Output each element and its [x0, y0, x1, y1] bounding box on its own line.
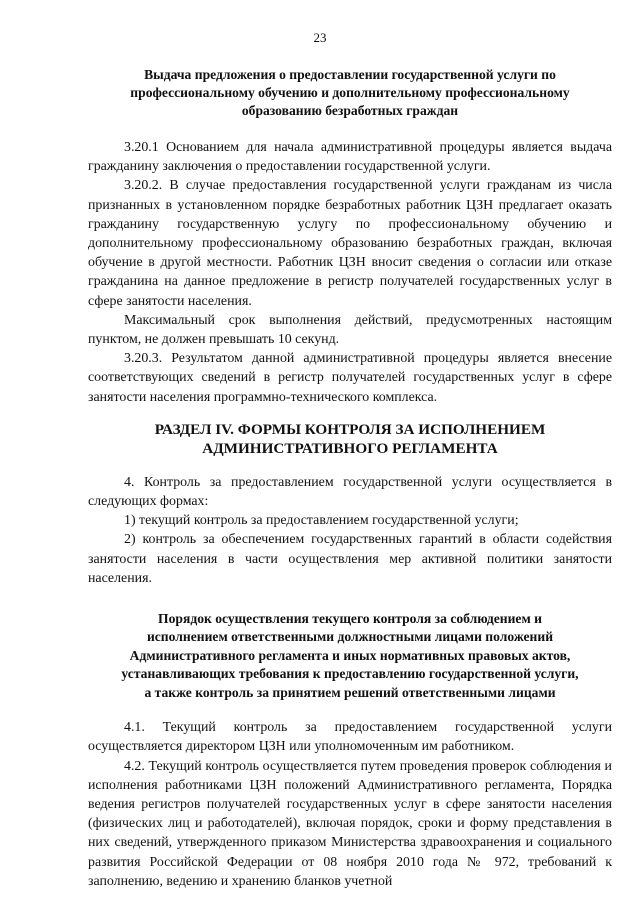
- paragraph: 4.1. Текущий контроль за предоставлением государственной услуги осуществляется директором ЦЗН или уполномоченным им работником.: [88, 720, 612, 755]
- subsection-body: [88, 718, 612, 891]
- paragraph: Максимальный срок выполнения действий, предусмотренных настоящим пунктом, не должен превышать 10 секунд.: [88, 312, 612, 348]
- subsection-heading: Порядок осуществления текущего контроля за соблюдением и исполнением ответственными должностными лицами положений Административного регламента и иных нормативных правовых актов, устанавливающих требования к предоставлению государственной услуги, а также контроль за принятием решений ответственными лицами: [121, 611, 579, 700]
- section-4-body: [88, 473, 612, 588]
- list-item: 2) контроль за обеспечением государственных гарантий в области содействия занятости населения в части осуществления мер активной политики занятости населения.: [88, 532, 612, 586]
- section-3-20-heading: Выдача предложения о предоставлении государственной услуги по профессиональному обучению и дополнительному профессиональному образованию безработных граждан: [130, 67, 570, 118]
- list-item: 1) текущий контроль за предоставлением государственной услуги;: [124, 513, 519, 529]
- paragraph: 4.2. Текущий контроль осуществляется путем проведения проверок соблюдения и исполнения работниками ЦЗН положений Административного регламента, Порядка ведения регистров получателей государственных услуг в сфере занятости населения (физических лиц и работодателей), включая порядок, сроки и форму представления в них сведений, утвержденного приказом Министерства здравоохранения и социального развития Российской Федерации от 08 ноября 2010 года № 972, требований к заполнению, ведению и хранению бланков учетной: [88, 758, 612, 889]
- paragraph: 3.20.1 Основанием для начала административной процедуры является выдача гражданину заключения о предоставлении государственной услуги.: [88, 140, 612, 175]
- page-number: 23: [313, 30, 327, 45]
- paragraph: 3.20.3. Результатом данной административной процедуры является внесение соответствующих сведений в регистр получателей государственных услуг в сфере занятости населения программно-технического комплекса.: [88, 351, 612, 405]
- section-4-heading: РАЗДЕЛ IV. ФОРМЫ КОНТРОЛЯ ЗА ИСПОЛНЕНИЕМ АДМИНИСТРАТИВНОГО РЕГЛАМЕНТА: [154, 420, 546, 458]
- paragraph: 3.20.2. В случае предоставления государственной услуги гражданам из числа признанных в установленном порядке безработных работник ЦЗН предлагает оказать гражданину государственную услугу по профессиональному обучению и дополнительному профессиональному образованию безработных граждан, включая обучение в другой местности. Работник ЦЗН вносит сведения о согласии или отказе гражданина на данное предложение в регистр получателей государственных услуг в сфере занятости населения.: [88, 178, 612, 309]
- paragraph: 4. Контроль за предоставлением государственной услуги осуществляется в следующих формах:: [88, 474, 612, 510]
- section-3-20-body: [88, 138, 612, 407]
- page-content: [88, 66, 612, 891]
